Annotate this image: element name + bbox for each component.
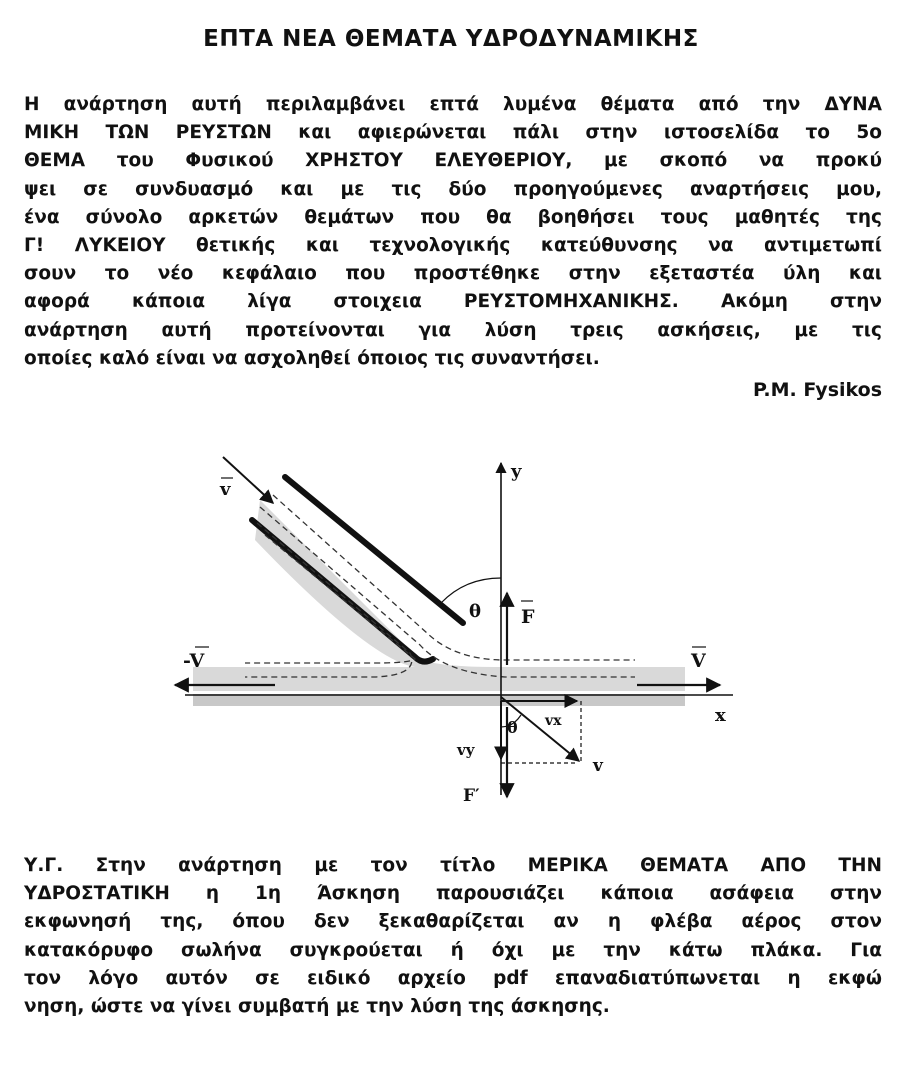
intro-line: οποίες καλό είναι να ασχοληθεί όποιος τις συναντήσει. [24, 347, 600, 369]
intro-paragraph [24, 91, 882, 373]
note-line: ΥΔΡΟΣΤΑΤΙΚΗ η 1η Άσκηση παρουσιάζει κάποια ασάφεια στην [24, 883, 882, 905]
label-F: F [521, 606, 535, 628]
intro-line: σουν το νέο κεφάλαιο που προστέθηκε στην εξεταστέα ύλη και [24, 263, 882, 285]
label-x: x [715, 705, 726, 726]
note-line: κατακόρυφο σωλήνα συγκρούεται ή όχι με την κάτω πλάκα. Για [24, 939, 882, 961]
label-vx: vx [545, 713, 562, 729]
label-v-out: v [593, 756, 603, 776]
intro-line: ένα σύνολο αρκετών θεμάτων που θα βοηθήσει τους μαθητές της [24, 206, 882, 228]
label-vy: vy [457, 741, 475, 759]
label-v-in: v [220, 479, 231, 500]
label-theta-bottom: θ [507, 718, 518, 737]
postscript-paragraph [24, 852, 882, 1021]
label-minus-V: -V [183, 650, 205, 672]
intro-line: ψει σε συνδυασμό και με τις δύο προηγούμενες αναρτήσεις μου, [24, 178, 882, 200]
velocity-in-arrow [223, 457, 273, 503]
note-line: εκφωνησή της, όπου δεν ξεκαθαρίζεται αν η φλέβα αέρος στον [24, 911, 882, 933]
intro-line: Η ανάρτηση αυτή περιλαμβάνει επτά λυμένα θέματα από την ΔΥΝΑ [24, 94, 882, 115]
angle-arc-top [441, 578, 501, 603]
nozzle-wall-upper [285, 477, 463, 623]
intro-line: Γ! ΛΥΚΕΙΟΥ θετικής και τεχνολογικής κατεύθυνσης να αντιμετωπί [24, 235, 882, 257]
label-V: V [691, 650, 706, 672]
page-title: ΕΠΤΑ ΝΕΑ ΘΕΜΑΤΑ ΥΔΡΟΔΥΝΑΜΙΚΗΣ [203, 26, 699, 52]
note-line: νηση, ώστε να γίνει συμβατή με την λύση της άσκησης. [24, 996, 610, 1018]
note-line: τον λόγο αυτόν σε ειδικό αρχείο pdf επαναδιατύπωνεται η εκφώ [24, 967, 882, 989]
intro-line: αφορά κάποια λίγα στοιχεια ΡΕΥΣΤΟΜΗΧΑΝΙΚΗΣ. Ακόμη στην [24, 291, 882, 313]
note-line: Υ.Γ. Στην ανάρτηση με τον τίτλο ΜΕΡΙΚΑ ΘΕΜΑΤΑ ΑΠΟ ΤΗΝ [24, 855, 882, 876]
fluid-jet-diagram [165, 445, 745, 815]
signature: P.M. Fysikos [752, 379, 882, 401]
intro-line: ανάρτηση αυτή προτείνονται για λύση τρεις ασκήσεις, με τις [24, 319, 882, 341]
label-theta-top: θ [469, 601, 482, 622]
label-y: y [511, 461, 522, 482]
label-F-prime: F′ [463, 786, 480, 806]
intro-line: ΜΙΚΗ ΤΩΝ ΡΕΥΣΤΩΝ και αφιερώνεται πάλι στην ιστοσελίδα το 5ο [24, 122, 882, 144]
intro-line: ΘΕΜΑ του Φυσικού ΧΡΗΣΤΟΥ ΕΛΕΥΘΕΡΙΟΥ, με σκοπό να προκύ [24, 150, 882, 172]
